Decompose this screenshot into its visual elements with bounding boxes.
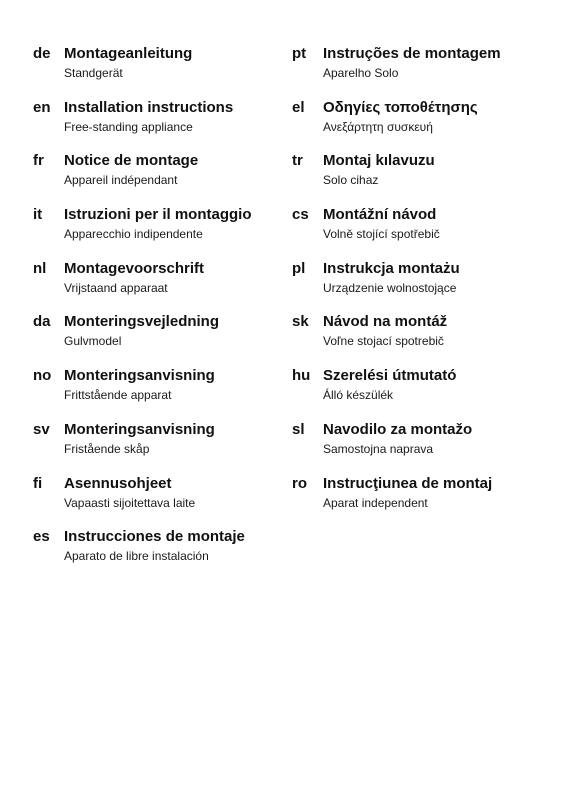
appliance-type: Gulvmodel — [64, 334, 122, 349]
language-entry-fr — [33, 151, 283, 205]
language-code: cs — [292, 206, 309, 224]
instructions-title: Istruzioni per il montaggio — [64, 206, 252, 224]
language-code: sk — [292, 313, 309, 331]
language-entry-sv — [33, 420, 283, 474]
language-entry-da — [33, 312, 283, 366]
language-entry-tr — [292, 151, 547, 205]
appliance-type: Volně stojící spotřebič — [323, 227, 440, 242]
language-entry-no — [33, 366, 283, 420]
appliance-type: Voľne stojací spotrebič — [323, 334, 444, 349]
instructions-title: Szerelési útmutató — [323, 367, 457, 385]
appliance-type: Aparat independent — [323, 495, 428, 510]
instructions-title: Instruções de montagem — [323, 45, 501, 62]
language-list-left — [33, 44, 283, 581]
instructions-title: Návod na montáž — [323, 313, 448, 331]
language-code: da — [33, 313, 51, 331]
language-entry-el — [292, 98, 547, 152]
appliance-type: Appareil indépendant — [64, 173, 178, 188]
instructions-title: Instrucţiunea de montaj — [323, 474, 493, 492]
instructions-title: Οδηγίες τοποθέτησης — [323, 98, 478, 116]
instructions-title: Montageanleitung — [64, 45, 193, 62]
appliance-type: Standgerät — [64, 66, 123, 80]
language-code: fr — [33, 152, 44, 170]
appliance-type: Frittstående apparat — [64, 388, 172, 403]
appliance-type: Fristående skåp — [64, 441, 150, 456]
language-entry-ro — [292, 474, 547, 528]
appliance-type: Vapaasti sijoitettava laite — [64, 495, 196, 510]
language-code: en — [33, 98, 51, 116]
appliance-type: Álló készülék — [323, 388, 394, 403]
appliance-type: Free-standing appliance — [64, 119, 193, 134]
appliance-type: Samostojna naprava — [323, 441, 434, 456]
language-code: nl — [33, 259, 47, 277]
language-entry-cs — [292, 205, 547, 259]
appliance-type: Aparelho Solo — [323, 66, 399, 80]
instructions-title: Montagevoorschrift — [64, 259, 205, 277]
language-entry-pt — [292, 44, 547, 98]
language-entry-pl — [292, 259, 547, 313]
instructions-title: Monteringsvejledning — [64, 313, 220, 331]
instructions-title: Notice de montage — [64, 152, 199, 170]
instructions-title: Navodilo za montažo — [323, 420, 473, 438]
instructions-title: Instrukcja montażu — [323, 259, 460, 277]
language-code: es — [33, 528, 50, 546]
language-code: sv — [33, 420, 50, 438]
appliance-type: Vrijstaand apparaat — [64, 280, 168, 295]
language-entry-nl — [33, 259, 283, 313]
language-code: pl — [292, 259, 306, 277]
language-entry-hu — [292, 366, 547, 420]
language-code: no — [33, 367, 52, 385]
language-entry-it — [33, 205, 283, 259]
appliance-type: Aparato de libre instalación — [64, 549, 209, 564]
language-code: it — [33, 206, 43, 224]
appliance-type: Urządzenie wolnostojące — [323, 280, 457, 295]
language-code: sl — [292, 420, 305, 438]
language-entry-sl — [292, 420, 547, 474]
language-code: ro — [292, 474, 307, 492]
language-code: pt — [292, 45, 307, 62]
language-code: fi — [33, 474, 43, 492]
instructions-title: Instrucciones de montaje — [64, 528, 245, 546]
language-code: tr — [292, 152, 303, 170]
language-list-right — [292, 44, 547, 527]
appliance-type: Ανεξάρτητη συσκευή — [323, 119, 433, 134]
instructions-title: Installation instructions — [64, 98, 234, 116]
language-code: el — [292, 98, 305, 116]
instructions-title: Montaj kılavuzu — [323, 152, 435, 170]
language-entry-en — [33, 98, 283, 152]
instructions-title: Monteringsanvisning — [64, 420, 215, 438]
language-entry-sk — [292, 312, 547, 366]
instructions-title: Montážní návod — [323, 206, 437, 224]
appliance-type: Apparecchio indipendente — [64, 227, 203, 242]
instructions-title: Monteringsanvisning — [64, 367, 215, 385]
appliance-type: Solo cihaz — [323, 173, 379, 188]
language-code: hu — [292, 367, 311, 385]
instructions-title: Asennusohjeet — [64, 474, 172, 492]
language-code: de — [33, 45, 51, 62]
language-entry-es — [33, 527, 283, 581]
language-entry-fi — [33, 474, 283, 528]
language-entry-de — [33, 44, 283, 98]
